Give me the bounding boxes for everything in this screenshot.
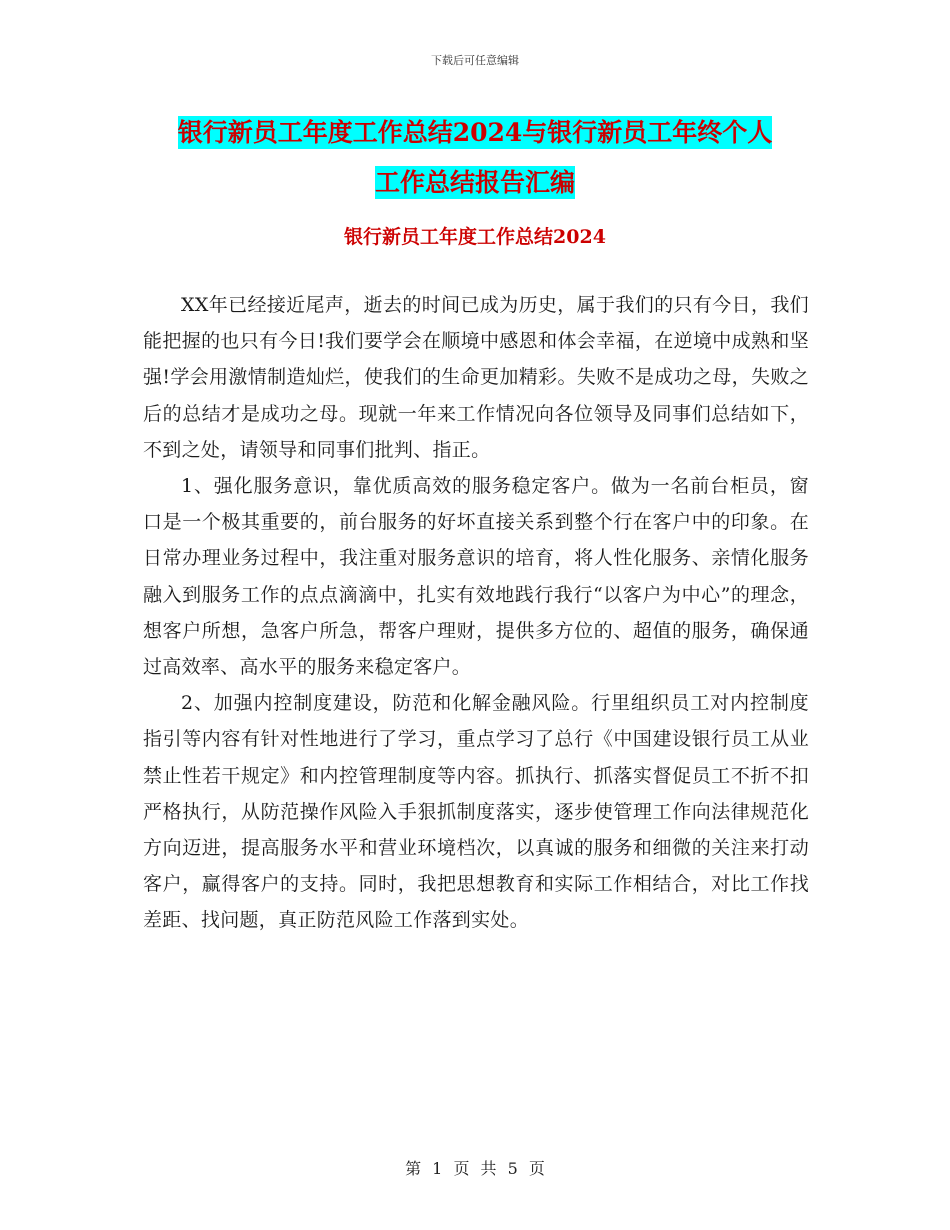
page-number-footer: 第 1 页 共 5 页 bbox=[405, 1159, 545, 1178]
document-title-line-1: 银行新员工年度工作总结2024与银行新员工年终个人 bbox=[177, 118, 773, 147]
document-body bbox=[143, 287, 809, 939]
section-title: 银行新员工年度工作总结2024 bbox=[344, 226, 606, 248]
header-note: 下载后可任意编辑 bbox=[431, 54, 519, 67]
paragraph-service: 1、强化服务意识，靠优质高效的服务稳定客户。做为一名前台柜员，窗口是一个极其重要的，前台服务的好坏直接关系到整个行在客户中的印象。在日常办理业务过程中，我注重对服务意识的培育，将人性化服务、亲情化服务融入到服务工作的点点滴滴中，扎实有效地践行我行“以客户为中心”的理念，想客户所想，急客户所急，帮客户理财，提供多方位的、超值的服务，确保通过高效率、高水平的服务来稳定客户。 bbox=[143, 475, 809, 679]
paragraph-risk-control: 2、加强内控制度建设，防范和化解金融风险。行里组织员工对内控制度指引等内容有针对性地进行了学习，重点学习了总行《中国建设银行员工从业禁止性若干规定》和内控管理制度等内容。抓执行、抓落实督促员工不折不扣严格执行，从防范操作风险入手狠抓制度落实，逐步使管理工作向法律规范化方向迈进，提高服务水平和营业环境档次，以真诚的服务和细微的关注来打动客户，赢得客户的支持。同时，我把思想教育和实际工作相结合，对比工作找差距、找问题，真正防范风险工作落到实处。 bbox=[143, 692, 809, 932]
document-title bbox=[150, 108, 800, 208]
document-title-line-2: 工作总结报告汇编 bbox=[374, 168, 575, 197]
paragraph-intro: XX年已经接近尾声，逝去的时间已成为历史，属于我们的只有今日，我们能把握的也只有今日!我们要学会在顺境中感恩和体会幸福，在逆境中成熟和坚强!学会用激情制造灿烂，使我们的生命更加精彩。失败不是成功之母，失败之后的总结才是成功之母。现就一年来工作情况向各位领导及同事们总结如下，不到之处，请领导和同事们批判、指正。 bbox=[143, 294, 809, 461]
